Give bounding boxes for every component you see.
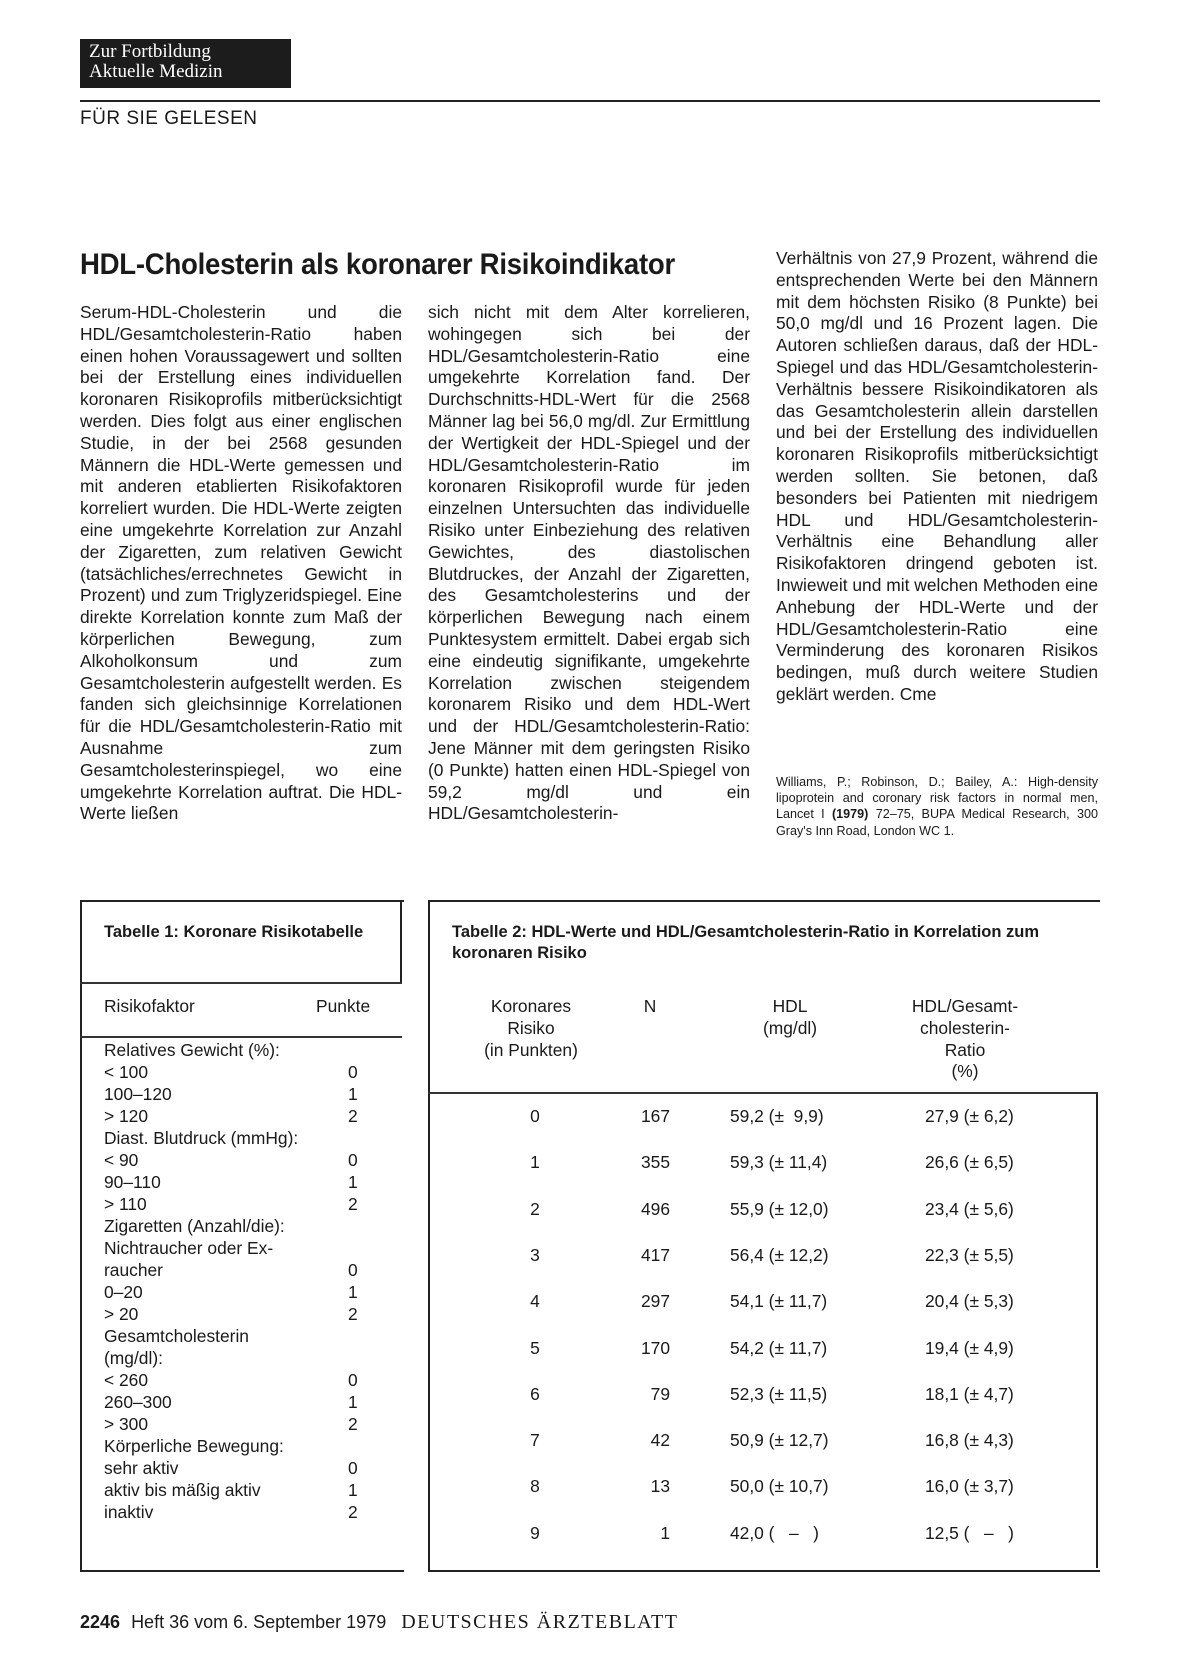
table-2-cell-risk: 0 <box>530 1106 540 1126</box>
table-2-cell-n: 79 <box>650 1383 670 1404</box>
table-1-header-points: Punkte <box>316 996 371 1016</box>
reference-text: Williams, P.; Robinson, D.; Bailey, A.: High-density lipoprotein and coronary risk factors in normal men, Lancet I <box>776 775 1098 822</box>
table-1-row-points: 2 <box>348 1502 358 1522</box>
table-1-row-points: 1 <box>348 1172 358 1192</box>
issue-info: Heft 36 vom 6. September 1979 <box>131 1612 387 1632</box>
table-2-cell-risk: 6 <box>530 1383 540 1404</box>
table-1-row-label: > 20 <box>104 1304 139 1324</box>
table-2-cell-n: 13 <box>650 1476 670 1497</box>
table-2-cell-hdl: 54,2 (± 11,7) <box>730 1337 828 1358</box>
reference-year: (1979) <box>831 807 869 822</box>
article-column-1: Serum-HDL-Cholesterin und die HDL/Gesamtcholesterin-Ratio haben einen hohen Voraussagewert und sollten bei der Erstellung eines individuellen koronaren Risikoprofils mitberücksichtigt werden. Dies folgt aus einer englischen Studie, in der bei 2568 gesunden Männern die HDL-Werte gemessen und mit anderen etablierten Risikofaktoren korreliert wurden. Die HDL-Werte zeigten eine umgekehrte Korrelation zur Anzahl der Zigaretten, zum relativen Gewicht (tatsächliches/errechnetes Gewicht in Prozent) und zum Triglyzeridspiegel. Eine direkte Korrelation konnte zum Maß der körperlichen Bewegung, zum Alkoholkonsum und zum Gesamtcholesterin aufgestellt werden. Es fanden sich gleichsinnige Korrelationen für die HDL/Gesamtcholesterin-Ratio mit Ausnahme zum Gesamtcholesterinspiegel, wo eine umgekehrte Korrelation auftrat. Die HDL-Werte ließen <box>80 302 402 824</box>
table-2-header-n: N <box>643 996 657 1016</box>
table-2-cell-hdl: 50,9 (± 12,7) <box>730 1430 829 1451</box>
table-1-row-points: 0 <box>348 1370 358 1390</box>
table-1-row-label: < 260 <box>104 1370 149 1390</box>
table-2-cell-hdl: 54,1 (± 11,7) <box>730 1291 828 1312</box>
table-2-cell-n: 496 <box>640 1198 670 1219</box>
table-1-caption: Tabelle 1: Koronare Risikotabelle <box>104 923 364 941</box>
table-2-cell-hdl: 59,2 (± 9,9) <box>730 1106 824 1126</box>
table-2-cell-ratio: 22,3 (± 5,5) <box>925 1244 1014 1265</box>
table-2-cell-ratio: 23,4 (± 5,6) <box>925 1198 1014 1219</box>
table-2-cell-ratio: 20,4 (± 5,3) <box>925 1291 1014 1312</box>
table-2-cell-risk: 3 <box>530 1244 540 1265</box>
table-1-row-points: 1 <box>348 1480 358 1500</box>
header-ratio-line: HDL/Gesamt- <box>911 996 1019 1016</box>
table-2-cell-risk: 1 <box>530 1152 540 1173</box>
table-1-row-points: 0 <box>348 1062 358 1082</box>
header-risk-line: (in Punkten) <box>484 1039 578 1060</box>
table-1-caption-rule <box>80 982 402 984</box>
table-1-row-label: Diast. Blutdruck (mmHg): <box>104 1128 299 1148</box>
table-1-row-label: Relatives Gewicht (%): <box>104 1040 280 1060</box>
table-2-cell-n: 1 <box>660 1522 670 1543</box>
table-2-cell-risk: 5 <box>530 1337 540 1358</box>
table-2-cell-ratio: 27,9 (± 6,2) <box>925 1106 1014 1126</box>
table-2-cell-ratio: 26,6 (± 6,5) <box>925 1152 1014 1173</box>
table-1-row-label: < 100 <box>104 1062 149 1082</box>
table-1-row-points: 0 <box>348 1458 358 1478</box>
table-1-row-label: inaktiv <box>104 1502 154 1522</box>
header-risk-line: Risiko <box>507 1017 555 1038</box>
article-title: HDL-Cholesterin als koronarer Risikoindikator <box>80 248 675 281</box>
table-2-cell-n: 167 <box>640 1106 670 1126</box>
table-1-row-points: 2 <box>348 1106 358 1126</box>
table-2-header-rule <box>428 1092 1098 1094</box>
section-badge <box>80 39 291 88</box>
table-2-cell-ratio: 19,4 (± 4,9) <box>925 1337 1014 1358</box>
table-2-cell-n: 297 <box>640 1291 670 1312</box>
table-1-row-points: 1 <box>348 1084 358 1104</box>
table-1-header-factor: Risikofaktor <box>104 996 195 1016</box>
article-column-2: sich nicht mit dem Alter korrelieren, wohingegen sich bei der HDL/Gesamtcholesterin-Ratio eine umgekehrte Korrelation fand. Der Durchschnitts-HDL-Wert für die 2568 Männer lag bei 56,0 mg/dl. Zur Ermittlung der Wertigkeit der HDL-Spiegel und der HDL/Gesamtcholesterin-Ratio im koronaren Risikoprofil wurde für jeden einzelnen Untersuchten das individuelle Risiko unter Einbeziehung des relativen Gewichtes, des diastolischen Blutdruckes, der Anzahl der Zigaretten, des Gesamtcholesterins und der körperlichen Bewegung nach einem Punktesystem ermittelt. Dabei ergab sich eine eindeutig signifikante, umgekehrte Korrelation zwischen steigendem koronarem Risiko und dem HDL-Wert und der HDL/Gesamtcholesterin-Ratio: Jene Männer mit dem geringsten Risiko (0 Punkte) hatten einen HDL-Spiegel von 59,2 mg/dl und ein HDL/Gesamtcholesterin- <box>428 302 750 824</box>
header-ratio-line: Ratio <box>944 1039 986 1060</box>
section-badge-line1: Zur Fortbildung <box>89 41 211 62</box>
table-2-cell-n: 355 <box>640 1152 670 1173</box>
table-1-header-rule <box>80 1036 402 1038</box>
table-1-row-label: 90–110 <box>104 1172 161 1192</box>
table-1-row-label: Gesamtcholesterin <box>104 1326 249 1346</box>
page-footer <box>80 1611 678 1634</box>
header-hdl-line: HDL <box>772 996 808 1016</box>
table-1-row-label: 100–120 <box>104 1084 172 1104</box>
table-2-cell-ratio: 12,5 ( – ) <box>925 1522 1014 1543</box>
table-2-cell-hdl: 42,0 ( – ) <box>730 1522 819 1543</box>
table-2-cell-risk: 9 <box>530 1522 540 1543</box>
table-1-row-label: 260–300 <box>104 1392 172 1412</box>
table-1-row-label: > 300 <box>104 1414 149 1434</box>
table-2-cell-ratio: 18,1 (± 4,7) <box>925 1383 1014 1404</box>
page-number: 2246 <box>80 1612 121 1632</box>
table-2-cell-risk: 2 <box>530 1198 540 1219</box>
table-2-cell-risk: 4 <box>530 1291 540 1312</box>
table-1-row-label: Zigaretten (Anzahl/die): <box>104 1216 285 1236</box>
table-2-cell-n: 42 <box>650 1430 670 1451</box>
header-ratio-line: cholesterin- <box>920 1017 1010 1038</box>
reference <box>776 774 1098 839</box>
section-label: FÜR SIE GELESEN <box>80 108 258 129</box>
table-2-header-hdl <box>730 996 850 1040</box>
table-2-edge <box>1096 1092 1098 1568</box>
table-1-row-label: aktiv bis mäßig aktiv <box>104 1480 261 1500</box>
table-2-cell-n: 170 <box>640 1337 670 1358</box>
table-2-cell-hdl: 55,9 (± 12,0) <box>730 1198 829 1219</box>
table-2-cell-ratio: 16,0 (± 3,7) <box>925 1476 1014 1497</box>
table-1-row-points: 1 <box>348 1282 358 1302</box>
article-column-3: Verhältnis von 27,9 Prozent, während die entsprechenden Werte bei den Männern mit dem höchsten Risiko (8 Punkte) bei 50,0 mg/dl und 16 Prozent lagen. Die Autoren schließen daraus, daß der HDL-Spiegel und das HDL/Gesamtcholesterin-Verhältnis bessere Risikoindikatoren als das Gesamtcholesterin allein darstellen und bei der Erstellung des individuellen koronaren Risikoprofils mitberücksichtigt werden sollten. Sie betonen, daß besonders bei Patienten mit niedrigem HDL und HDL/Gesamtcholesterin-Verhältnis eine Behandlung aller Risikofaktoren dringend geboten ist. Inwieweit und mit welchen Methoden eine Anhebung der HDL-Werte und der HDL/Gesamtcholesterin-Ratio eine Verminderung des koronaren Risikos bedingen, muß durch weitere Studien geklärt werden. Cme <box>776 248 1098 704</box>
table-2-cell-n: 417 <box>640 1244 670 1265</box>
table-1-row-points: 0 <box>348 1260 358 1280</box>
table-1-row-points: 2 <box>348 1304 358 1324</box>
table-1-row-label: > 120 <box>104 1106 149 1126</box>
table-2-cell-hdl: 52,3 (± 11,5) <box>730 1383 828 1404</box>
table-1-row-label: > 110 <box>104 1194 147 1214</box>
table-2-caption: Tabelle 2: HDL-Werte und HDL/Gesamtcholesterin-Ratio in Korrelation zum koronaren Risiko <box>452 923 1040 962</box>
magazine-name: DEUTSCHES ÄRZTEBLATT <box>401 1611 679 1633</box>
header-risk-line: Koronares <box>490 996 572 1016</box>
table-1-row-label: < 90 <box>104 1150 139 1170</box>
table-1-row-points: 1 <box>348 1392 358 1412</box>
table-1-edge <box>400 900 402 982</box>
section-badge-line2: Aktuelle Medizin <box>89 61 223 82</box>
reference-text-end: 72–75, BUPA Medical Research, 300 Gray's Inn Road, London WC 1. <box>776 807 1098 838</box>
table-2-cell-ratio: 16,8 (± 4,3) <box>925 1430 1014 1451</box>
table-2-header-ratio <box>890 996 1040 1083</box>
header-rule <box>80 100 1100 102</box>
table-1-row-points: 2 <box>348 1414 358 1434</box>
header-ratio-line: (%) <box>951 1061 979 1082</box>
table-2-cell-risk: 8 <box>530 1476 540 1497</box>
table-1-row-label: 0–20 <box>104 1282 143 1302</box>
table-1-row-points: 2 <box>348 1194 358 1214</box>
table-1-row-label: Körperliche Bewegung: <box>104 1436 284 1456</box>
table-2-cell-hdl: 59,3 (± 11,4) <box>730 1152 828 1173</box>
table-1-row-points: 0 <box>348 1150 358 1170</box>
table-2-cell-hdl: 56,4 (± 12,2) <box>730 1244 829 1265</box>
table-2-header-risk <box>466 996 596 1061</box>
table-2-cell-hdl: 50,0 (± 10,7) <box>730 1476 829 1497</box>
header-hdl-line: (mg/dl) <box>762 1017 818 1038</box>
table-1-row-label: raucher <box>104 1260 163 1280</box>
table-1-row-label: sehr aktiv <box>104 1458 179 1478</box>
table-1-row-label: (mg/dl): <box>104 1348 163 1368</box>
table-1-row-label: Nichtraucher oder Ex- <box>104 1238 274 1258</box>
table-2-cell-risk: 7 <box>530 1430 540 1451</box>
